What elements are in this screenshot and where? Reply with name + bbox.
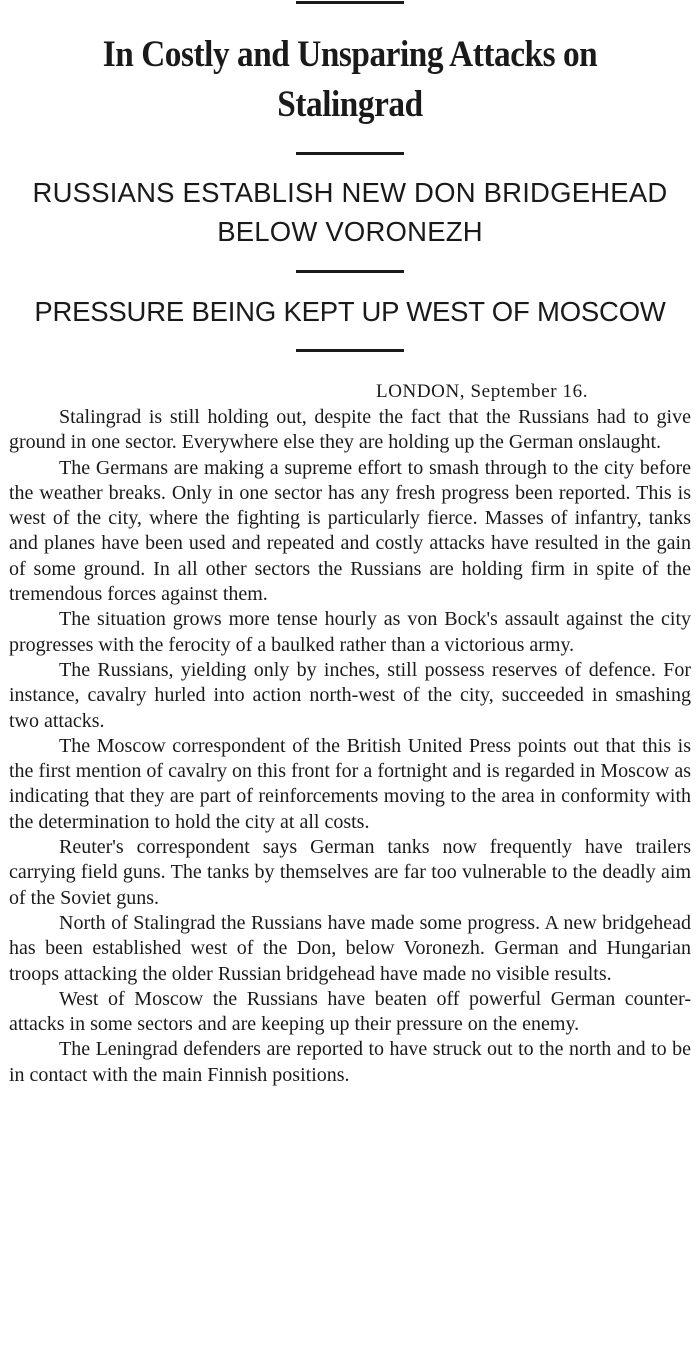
headline-divider-1 — [296, 152, 404, 155]
top-rule — [296, 1, 404, 4]
main-headline: In Costly and Unsparing Attacks on Stalingrad — [102, 34, 598, 125]
paragraph-5: The Moscow correspondent of the British United Press points out that this is the first mention of cavalry on this front for a fortnight and is regarded in Moscow as indicating that they are part of reinforcements moving to the area in conformity with the determination to hold the city at all costs. — [9, 734, 691, 833]
secondary-headline: RUSSIANS ESTABLISH NEW DON BRIDGEHEAD BELOW VORONEZH — [32, 177, 668, 247]
paragraph-1: Stalingrad is still holding out, despite the fact that the Russians had to give ground in one sector. Everywhere else they are holding up the German onslaught. — [9, 406, 691, 454]
tertiary-headline: PRESSURE BEING KEPT UP WEST OF MOSCOW — [34, 296, 666, 327]
paragraph-4: The Russians, yielding only by inches, still possess reserves of defence. For instance, cavalry hurled into action north-west of the city, succeeded in smashing two attacks. — [9, 658, 691, 732]
paragraph-2: The Germans are making a supreme effort to smash through to the city before the weather breaks. Only in one sector has any fresh progress been reported. This is west of the city, where the fighting is particularly fierce. Masses of infantry, tanks and planes have been used and repeated and costly attacks have resulted in the gain of some ground. In all other sectors the Russians are holding firm in spite of the tremendous forces against them. — [9, 456, 691, 606]
headline-divider-2 — [296, 270, 404, 273]
paragraph-7: North of Stalingrad the Russians have made some progress. A new bridgehead has been established west of the Don, below Voronezh. German and Hungarian troops attacking the older Russian bridgehead have made no visible results. — [9, 911, 691, 985]
article-body — [9, 405, 691, 1088]
paragraph-8: West of Moscow the Russians have beaten off powerful German counter-attacks in some sectors and are keeping up their pressure on the enemy. — [9, 987, 691, 1036]
headline-divider-3 — [296, 349, 404, 352]
paragraph-9: The Leningrad defenders are reported to have struck out to the north and to be in contact with the main Finnish positions. — [9, 1038, 691, 1086]
dateline: LONDON, September 16. — [376, 381, 589, 402]
paragraph-3: The situation grows more tense hourly as von Bock's assault against the city progresses with the ferocity of a baulked rather than a victorious army. — [9, 608, 691, 656]
paragraph-6: Reuter's correspondent says German tanks now frequently have trailers carrying field guns. The tanks by themselves are far too vulnerable to the deadly aim of the Soviet guns. — [9, 836, 691, 909]
